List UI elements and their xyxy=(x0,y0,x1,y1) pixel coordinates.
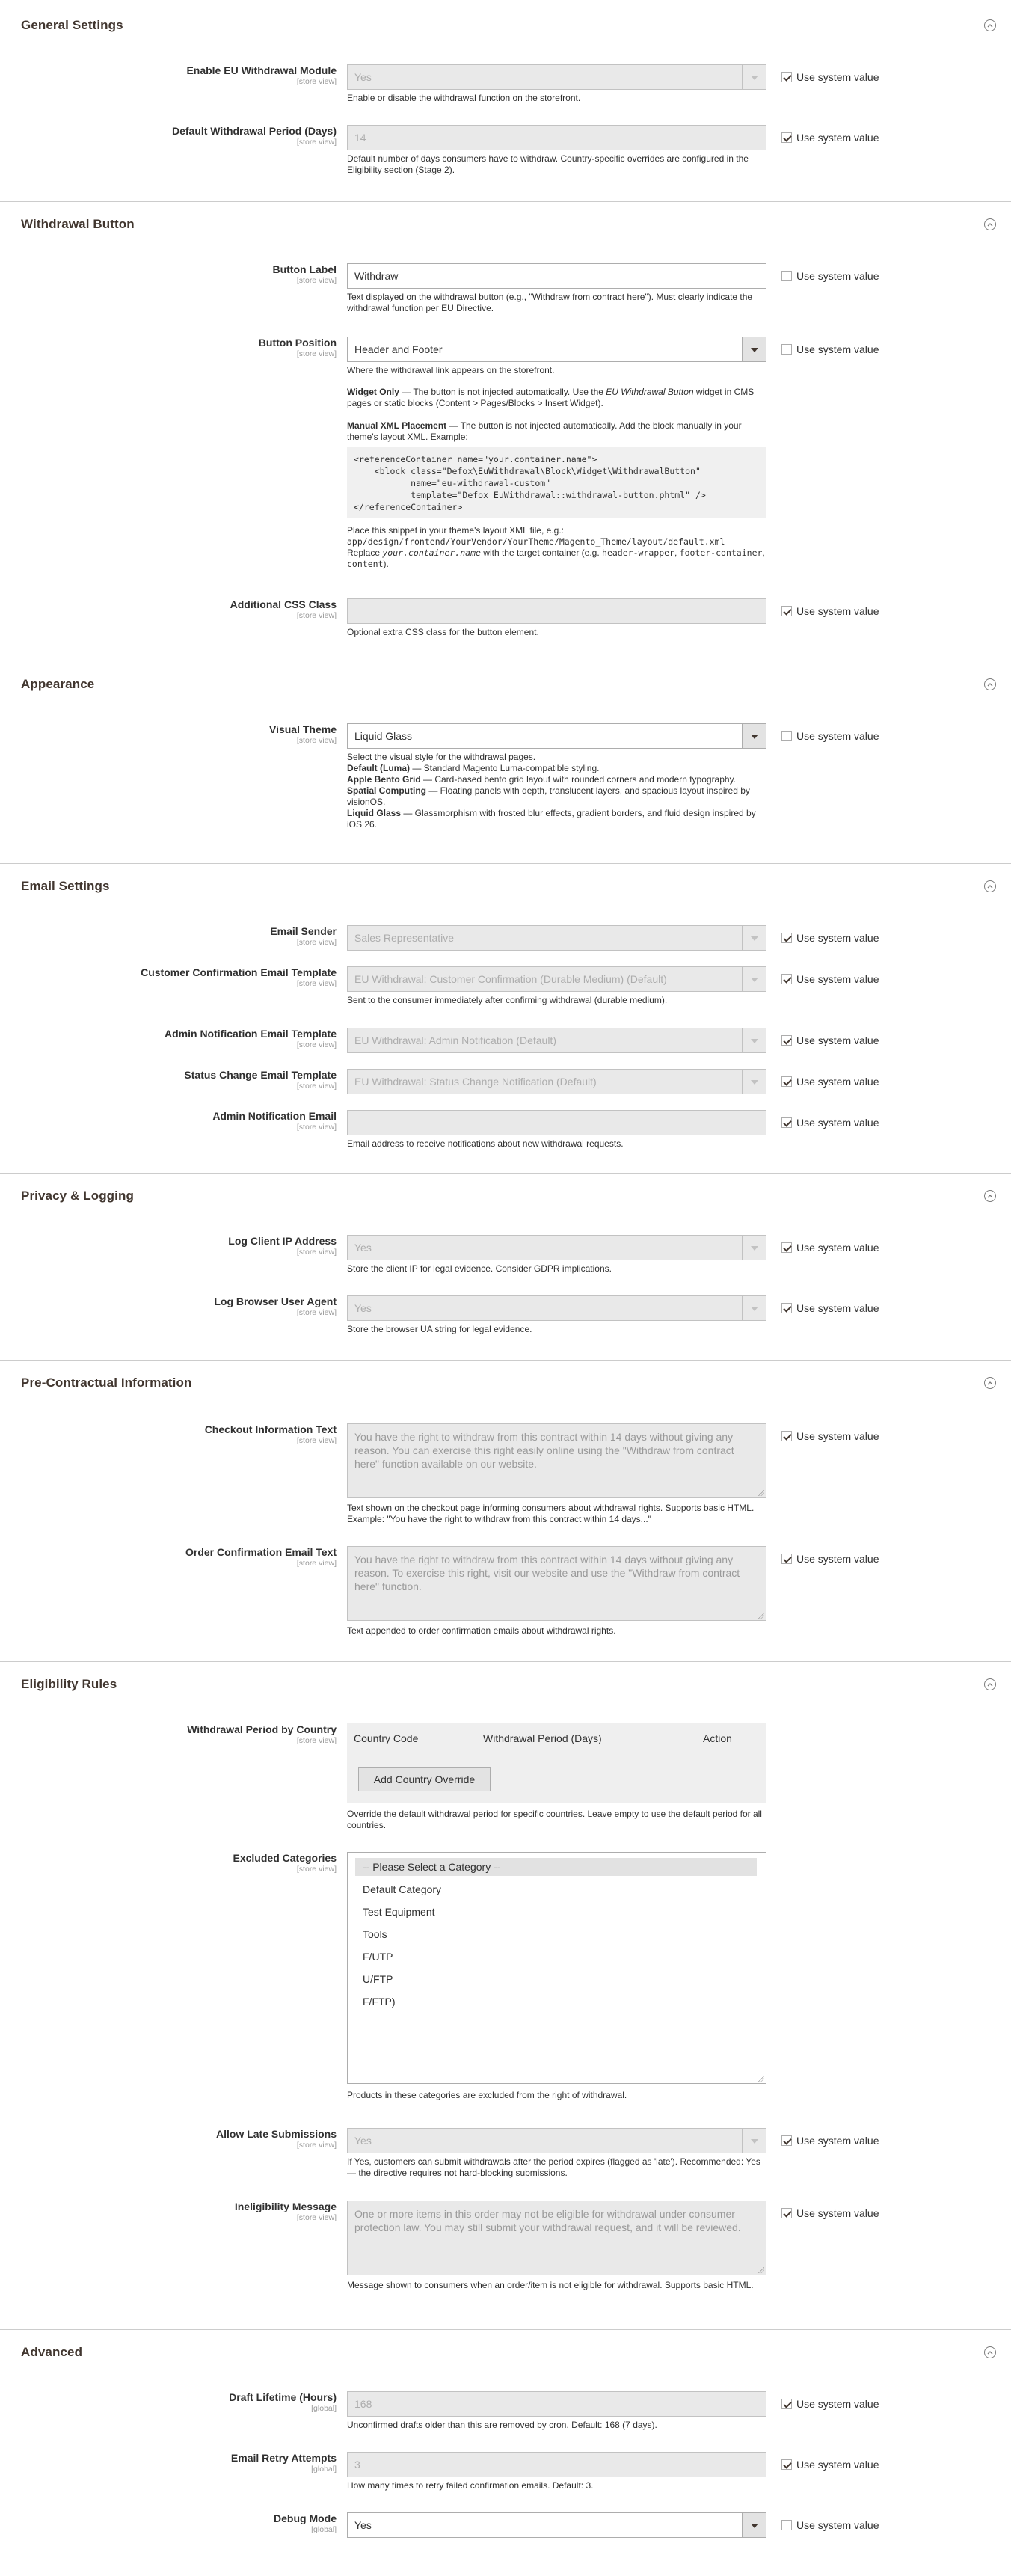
field-note: Enable or disable the withdrawal function on the storefront. xyxy=(347,93,581,103)
button-position-select[interactable]: Header and Footer xyxy=(347,337,766,362)
customer-template-select[interactable]: EU Withdrawal: Customer Confirmation (Durable Medium) (Default) xyxy=(347,966,766,992)
field-note: Store the browser UA string for legal evidence. xyxy=(347,1324,532,1334)
use-system-value-checkbox[interactable]: Use system value xyxy=(781,269,879,283)
use-system-value-checkbox[interactable]: Use system value xyxy=(781,1552,879,1565)
admin-email-input[interactable] xyxy=(347,1110,766,1135)
category-option[interactable]: F/UTP xyxy=(363,1951,393,1963)
collapse-chevron-up-icon[interactable] xyxy=(984,19,996,31)
button-label-input[interactable]: Withdraw xyxy=(347,263,766,289)
field-note: Message shown to consumers when an order/item is not eligible for withdrawal. Supports basic HTML. xyxy=(347,2280,754,2290)
use-system-value-checkbox[interactable]: Use system value xyxy=(781,1301,879,1315)
category-option[interactable]: U/FTP xyxy=(363,1973,393,1985)
order-email-textarea[interactable]: You have the right to withdraw from this contract within 14 days without giving any reason. To exercise this right, visit our website and use the "Withdraw from contract here" function. xyxy=(347,1546,766,1621)
field-note: Unconfirmed drafts older than this are removed by cron. Default: 168 (7 days). xyxy=(347,2420,657,2430)
field-label: Log Browser User Agent [store view] xyxy=(214,1295,337,1317)
field-label: Checkout Information Text [store view] xyxy=(204,1423,337,1445)
field-note: Text shown on the checkout page informing consumers about withdrawal rights. Supports basic HTML. Example: "You have the right to withdraw from this contract within 14 days..." xyxy=(347,1503,755,1524)
status-template-select[interactable]: EU Withdrawal: Status Change Notification (Default) xyxy=(347,1069,766,1094)
ineligibility-message-textarea[interactable]: One or more items in this order may not be eligible for withdrawal under consumer protection law. You may still submit your withdrawal request, and it will be reviewed. xyxy=(347,2201,766,2275)
collapse-chevron-up-icon[interactable] xyxy=(984,678,996,690)
field-note: Override the default withdrawal period for specific countries. Leave empty to use the default period for all countries. xyxy=(347,1809,762,1830)
field-note: Optional extra CSS class for the button element. xyxy=(347,627,539,637)
column-header: Withdrawal Period (Days) xyxy=(483,1732,602,1744)
field-note: Products in these categories are excluded from the right of withdrawal. xyxy=(347,2090,627,2100)
field-label: Default Withdrawal Period (Days) [store view] xyxy=(171,125,337,147)
section-title[interactable]: Pre-Contractual Information xyxy=(21,1376,192,1390)
collapse-chevron-up-icon[interactable] xyxy=(984,218,996,230)
section-general-settings xyxy=(0,0,1011,202)
use-system-value-checkbox[interactable]: Use system value xyxy=(781,2458,879,2471)
field-label: Additional CSS Class [store view] xyxy=(230,598,337,620)
section-pre-contractual xyxy=(0,1361,1011,1662)
field-label: Admin Notification Email Template [store view] xyxy=(165,1028,337,1049)
category-option[interactable]: Default Category xyxy=(363,1883,442,1895)
use-system-value-checkbox[interactable]: Use system value xyxy=(781,2207,879,2220)
log-ua-select[interactable]: Yes xyxy=(347,1295,766,1321)
log-ip-select[interactable]: Yes xyxy=(347,1235,766,1260)
visual-theme-select[interactable]: Liquid Glass xyxy=(347,723,766,749)
field-label: Button Position [store view] xyxy=(258,337,337,358)
field-note: Sent to the consumer immediately after confirming withdrawal (durable medium). xyxy=(347,995,668,1005)
use-system-value-checkbox[interactable]: Use system value xyxy=(781,131,879,144)
section-title[interactable]: Appearance xyxy=(21,677,95,691)
section-title[interactable]: Email Settings xyxy=(21,879,110,893)
resize-handle-icon[interactable] xyxy=(758,1613,764,1619)
collapse-chevron-up-icon[interactable] xyxy=(984,1377,996,1389)
category-option[interactable]: F/FTP) xyxy=(363,1996,396,2008)
field-note: How many times to retry failed confirmation emails. Default: 3. xyxy=(347,2480,594,2491)
use-system-value-checkbox[interactable]: Use system value xyxy=(781,1429,879,1443)
use-system-value-checkbox[interactable]: Use system value xyxy=(781,343,879,356)
section-title[interactable]: General Settings xyxy=(21,18,123,32)
chevron-down-icon xyxy=(742,1236,766,1260)
field-label: Withdrawal Period by Country [store view] xyxy=(187,1723,337,1745)
use-system-value-checkbox[interactable]: Use system value xyxy=(781,70,879,84)
section-advanced xyxy=(0,2330,1011,2576)
email-sender-select[interactable]: Sales Representative xyxy=(347,925,766,951)
xml-code-example: <referenceContainer name="your.container.name"> <block class="Defox\EuWithdrawal\Block\Widget\WithdrawalButton" name="eu-withdrawal-custom" template="Defox_EuWithdrawal::withdrawal-button.phtml" /> </referenceContainer> xyxy=(347,447,766,518)
field-label: Visual Theme [store view] xyxy=(268,723,337,745)
field-label: Excluded Categories [store view] xyxy=(233,1852,337,1874)
checkout-text-textarea[interactable]: You have the right to withdraw from this contract within 14 days without giving any reason. You can exercise this right easily online using the "Withdraw from contract here" function available on our website. xyxy=(347,1423,766,1498)
section-email-settings xyxy=(0,864,1011,1174)
collapse-chevron-up-icon[interactable] xyxy=(984,1678,996,1690)
use-system-value-checkbox[interactable]: Use system value xyxy=(781,2397,879,2411)
field-note: Email address to receive notifications about new withdrawal requests. xyxy=(347,1138,624,1149)
category-option[interactable]: Test Equipment xyxy=(363,1906,435,1918)
widget-only-note: Widget Only — The button is not injected automatically. Use the EU Withdrawal Button widget in CMS pages or static blocks (Content > Pages/Blocks > Insert Widget). xyxy=(347,387,755,408)
field-label: Email Sender [store view] xyxy=(270,925,337,947)
debug-mode-select[interactable]: Yes xyxy=(347,2512,766,2538)
resize-handle-icon[interactable] xyxy=(758,2076,764,2082)
chevron-down-icon xyxy=(742,1296,766,1320)
use-system-value-checkbox[interactable]: Use system value xyxy=(781,1241,879,1254)
country-override-grid xyxy=(347,1723,766,1803)
field-label: Admin Notification Email [store view] xyxy=(212,1110,337,1132)
allow-late-select[interactable]: Yes xyxy=(347,2128,766,2153)
chevron-down-icon xyxy=(742,2129,766,2153)
field-note: Store the client IP for legal evidence. Consider GDPR implications. xyxy=(347,1263,612,1274)
collapse-chevron-up-icon[interactable] xyxy=(984,2346,996,2358)
use-system-value-checkbox[interactable]: Use system value xyxy=(781,2518,879,2532)
field-note: Where the withdrawal link appears on the storefront. xyxy=(347,365,555,375)
theme-notes: Select the visual style for the withdrawal pages. Default (Luma) — Standard Magento Luma-compatible styling. Apple Bento Grid — Card-based bento grid layout with rounded corners and modern typography. Spatial Computing — Floating panels with depth, translucent layers, and spacious layout inspired by visionOS. Liquid Glass — Glassmorphism with frosted blur effects, gradient borders, and fluid design inspired by iOS 26. xyxy=(347,752,756,829)
chevron-down-icon xyxy=(742,2513,766,2537)
chevron-down-icon xyxy=(742,1070,766,1094)
use-system-value-checkbox[interactable]: Use system value xyxy=(781,604,879,618)
enable-module-select[interactable]: Yes xyxy=(347,64,766,90)
chevron-down-icon xyxy=(742,926,766,950)
excluded-categories-multiselect[interactable] xyxy=(347,1852,766,2084)
field-label: Draft Lifetime (Hours) [global] xyxy=(229,2391,337,2413)
placement-note: Place this snippet in your theme's layout XML file, e.g.: app/design/frontend/YourVendor/YourTheme/Magento_Theme/layout/default.xml Replace your.container.name with the target container (e.g. header-wrapper, footer-container, content). xyxy=(347,525,765,569)
chevron-down-icon xyxy=(742,65,766,89)
section-title[interactable]: Privacy & Logging xyxy=(21,1189,134,1203)
resize-handle-icon[interactable] xyxy=(758,2267,764,2273)
section-title[interactable]: Withdrawal Button xyxy=(21,217,135,231)
field-label: Allow Late Submissions [store view] xyxy=(215,2128,337,2150)
chevron-down-icon xyxy=(742,967,766,991)
collapse-chevron-up-icon[interactable] xyxy=(984,1190,996,1202)
manual-xml-note: Manual XML Placement — The button is not injected automatically. Add the block manually in your theme's layout XML. Example: xyxy=(347,420,742,442)
section-withdrawal-button xyxy=(0,202,1011,663)
use-system-value-checkbox[interactable]: Use system value xyxy=(781,1116,879,1129)
use-system-value-checkbox[interactable]: Use system value xyxy=(781,1034,879,1047)
use-system-value-checkbox[interactable]: Use system value xyxy=(781,729,879,743)
section-title[interactable]: Advanced xyxy=(21,2345,83,2359)
field-note: If Yes, customers can submit withdrawals after the period expires (flagged as 'late'). Recommended: Yes — the directive requires not hard-blocking submissions. xyxy=(347,2156,760,2178)
field-label: Order Confirmation Email Text [store view] xyxy=(185,1546,337,1568)
field-label: Button Label [store view] xyxy=(272,263,337,285)
field-note: Text displayed on the withdrawal button (e.g., "Withdraw from contract here"). Must clearly indicate the withdrawal function per EU Directive. xyxy=(347,292,753,313)
chevron-down-icon xyxy=(742,724,766,748)
field-label: Log Client IP Address [store view] xyxy=(228,1235,337,1257)
use-system-value-checkbox[interactable]: Use system value xyxy=(781,2134,879,2147)
use-system-value-checkbox[interactable]: Use system value xyxy=(781,931,879,945)
section-privacy-logging xyxy=(0,1174,1011,1361)
chevron-down-icon xyxy=(742,337,766,361)
field-label: Customer Confirmation Email Template [store view] xyxy=(141,966,337,988)
draft-lifetime-input[interactable]: 168 xyxy=(347,2391,766,2417)
category-option[interactable]: Tools xyxy=(363,1928,387,1940)
field-label: Enable EU Withdrawal Module [store view] xyxy=(186,64,337,86)
field-note: Text appended to order confirmation emails about withdrawal rights. xyxy=(347,1625,616,1636)
section-title[interactable]: Eligibility Rules xyxy=(21,1677,117,1691)
section-eligibility-rules xyxy=(0,1662,1011,2330)
collapse-chevron-up-icon[interactable] xyxy=(984,880,996,892)
field-label: Ineligibility Message [store view] xyxy=(234,2201,337,2222)
column-header: Action xyxy=(703,1732,732,1744)
column-header: Country Code xyxy=(354,1732,419,1744)
field-label: Debug Mode [global] xyxy=(274,2512,337,2534)
chevron-down-icon xyxy=(742,1028,766,1052)
use-system-value-checkbox[interactable]: Use system value xyxy=(781,972,879,986)
field-label: Status Change Email Template [store view] xyxy=(184,1069,337,1091)
category-option[interactable]: -- Please Select a Category -- xyxy=(355,1858,757,1876)
css-class-input[interactable] xyxy=(347,598,766,624)
admin-template-select[interactable]: EU Withdrawal: Admin Notification (Default) xyxy=(347,1028,766,1053)
field-note: Default number of days consumers have to withdraw. Country-specific overrides are configured in the Eligibility section (Stage 2). xyxy=(347,153,749,175)
field-label: Email Retry Attempts [global] xyxy=(230,2452,337,2474)
add-country-override-button[interactable]: Add Country Override xyxy=(358,1767,491,1791)
default-period-input[interactable]: 14 xyxy=(347,125,766,150)
resize-handle-icon[interactable] xyxy=(758,1490,764,1496)
use-system-value-checkbox[interactable]: Use system value xyxy=(781,1075,879,1088)
section-appearance xyxy=(0,663,1011,864)
email-retry-input[interactable]: 3 xyxy=(347,2452,766,2477)
